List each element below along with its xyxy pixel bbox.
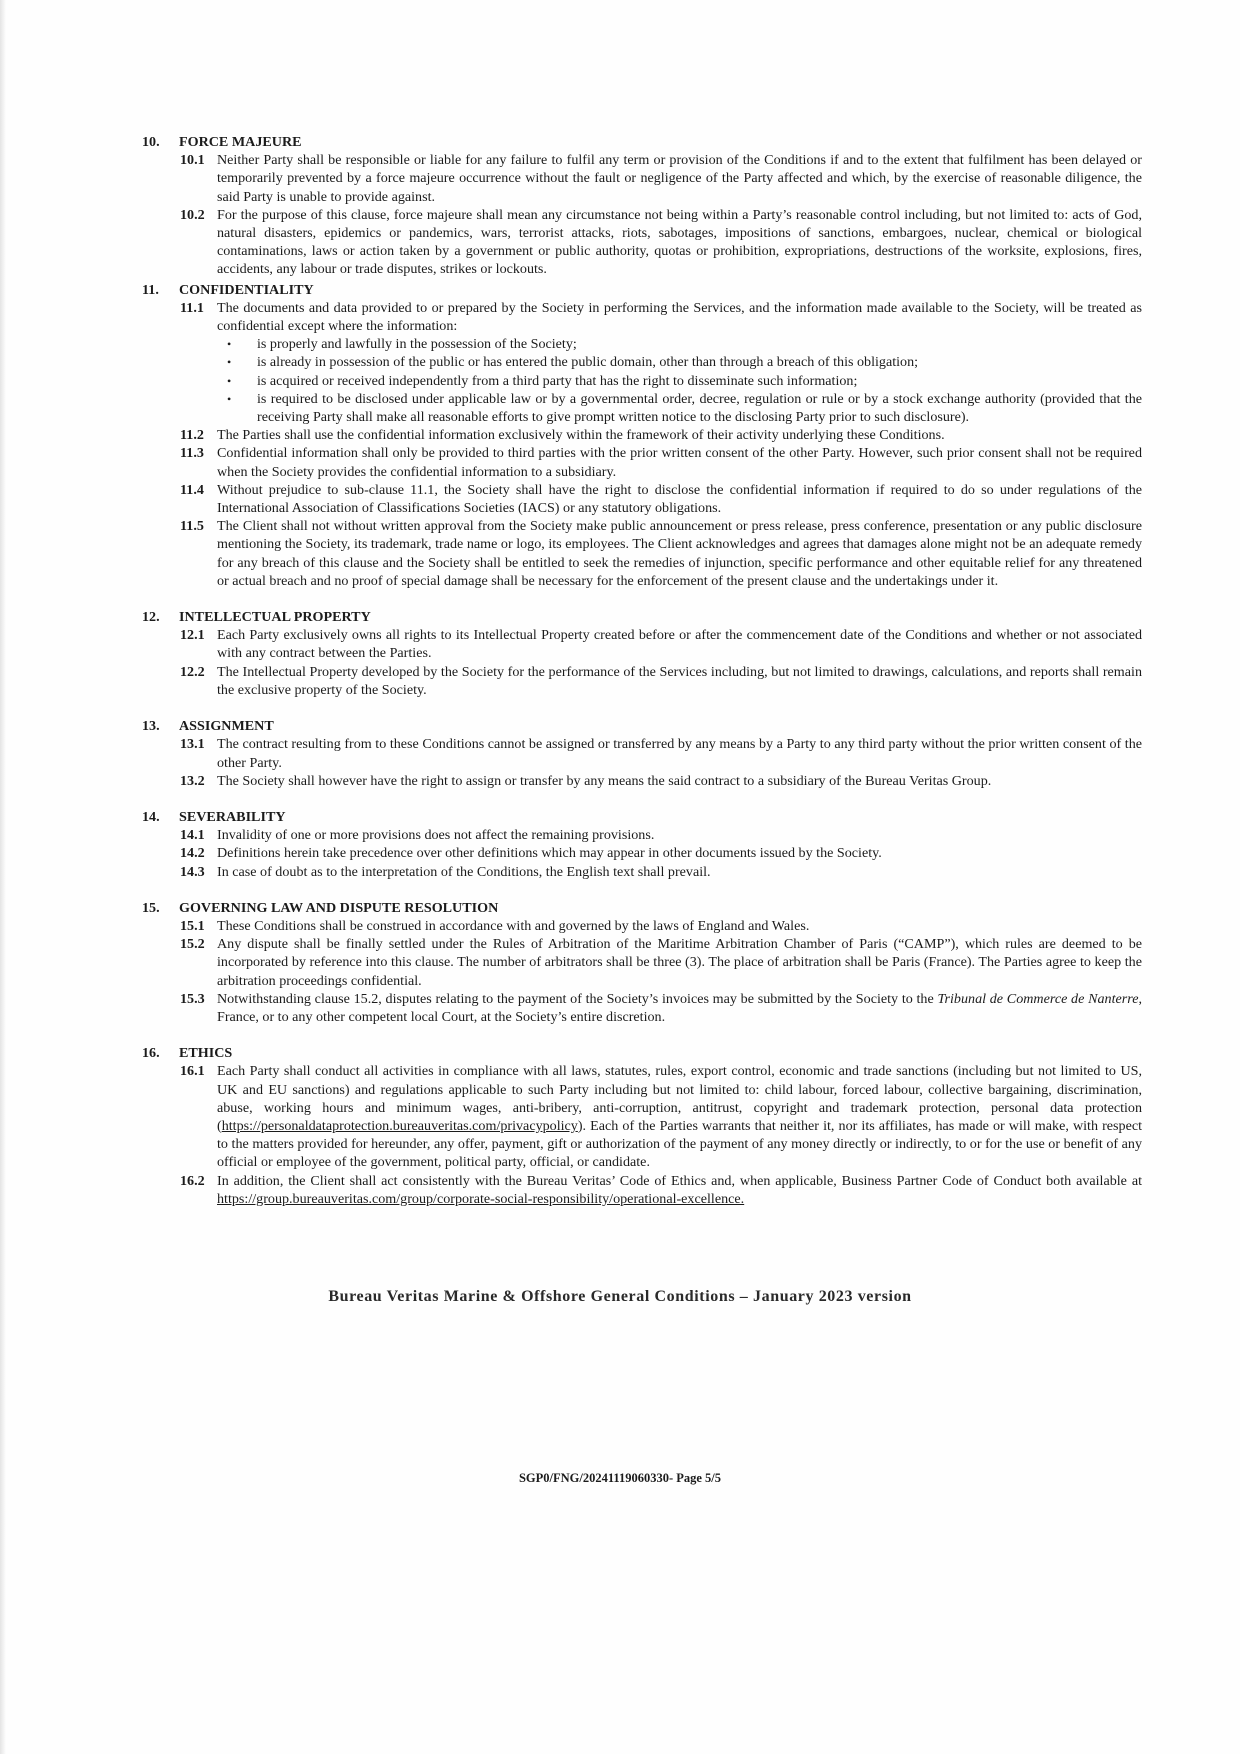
scan-edge-shadow: [0, 0, 6, 1754]
clause-16-2: [142, 1172, 1142, 1208]
clause-number: 13.2: [180, 772, 205, 789]
section-title: FORCE MAJEURE: [179, 134, 302, 150]
clause-11-1: [142, 299, 1142, 426]
section-heading: 16. ETHICS: [142, 1045, 233, 1062]
clause-text: Neither Party shall be responsible or liable for any failure to fulfil any term or provision of the Conditions if and to the extent that fulfilment has been delayed or temporarily prevented by a force majeure occurrence without the fault or negligence of the Party affected and which, by the exercise of reasonable diligence, the said Party is unable to provide against.: [217, 152, 1142, 205]
section-heading: 11. CONFIDENTIALITY: [142, 281, 314, 298]
court-name: Tribunal de Commerce de Nanterre: [937, 990, 1139, 1007]
clause-text: The documents and data provided to or prepared by the Society in performing the Services, and the information made available to the Society, will be treated as confidential except where the information:: [217, 299, 1142, 335]
clause-text: Any dispute shall be finally settled under the Rules of Arbitration of the Maritime Arbitration Chamber of Paris (“CAMP”), which rules are deemed to be incorporated by reference into this clause. The number of arbitrators shall be three (3). The place of arbitration shall be Paris (France). The Parties agree to keep the arbitration proceedings confidential.: [217, 936, 1142, 989]
section-title: GOVERNING LAW AND DISPUTE RESOLUTION: [179, 899, 499, 916]
clause-number: 10.2: [180, 206, 205, 223]
section-ethics: [142, 1044, 1142, 1208]
clause-number: 14.1: [180, 827, 205, 844]
section-title: INTELLECTUAL PROPERTY: [179, 609, 371, 626]
operational-excellence-link[interactable]: https://group.bureauveritas.com/group/corporate-social-responsibility/operational-excellence.: [217, 1190, 745, 1207]
clause-15-2: [142, 935, 1142, 990]
clause-14-3: [142, 863, 1142, 881]
section-confidentiality: [142, 281, 1142, 590]
clause-text: In case of doubt as to the interpretation of the Conditions, the English text shall prevail.: [217, 863, 711, 880]
section-heading: 14. SEVERABILITY: [142, 808, 286, 825]
clause-number: 11.4: [180, 481, 204, 498]
clause-number: 12.2: [180, 663, 205, 680]
clause-number: 11.1: [180, 299, 204, 316]
clause-number: 11.2: [180, 427, 204, 444]
clause-14-2: [142, 844, 1142, 862]
footer-document-title: Bureau Veritas Marine & Offshore General Conditions – January 2023 version: [328, 1288, 912, 1305]
clause-text: Each Party exclusively owns all rights to its Intellectual Property created before or after the commencement date of the Conditions and whether or not associated with any contract between the Parties.: [217, 627, 1142, 662]
section-governing-law: [142, 899, 1142, 1026]
conditions-body: [142, 133, 1142, 1208]
clause-text: These Conditions shall be construed in accordance with and governed by the laws of England and Wales.: [217, 917, 810, 934]
clause-15-3: [142, 990, 1142, 1026]
clause-13-2: [142, 772, 1142, 790]
section-heading: 12. INTELLECTUAL PROPERTY: [142, 609, 371, 626]
list-item: • is acquired or received independently from a third party that has the right to disseminate such information;: [217, 372, 1142, 390]
section-intellectual-property: [142, 608, 1142, 699]
section-title: CONFIDENTIALITY: [179, 281, 314, 298]
clause-text: Notwithstanding clause 15.2, disputes relating to the payment of the Society’s invoices may be submitted by the Society to the: [217, 990, 934, 1007]
clause-11-2: [142, 426, 1142, 444]
list-item: • is already in possession of the public or has entered the public domain, other than through a breach of this obligation;: [217, 353, 1142, 371]
clause-number: 14.3: [180, 863, 205, 880]
clause-text: Invalidity of one or more provisions does not affect the remaining provisions.: [217, 827, 655, 844]
clause-text: The Client shall not without written approval from the Society make public announcement or press release, press conference, presentation or any public disclosure mentioning the Society, its trademark, trade name or logo, its employees. The Client acknowledges and agrees that damages alone might not be an adequate remedy for any breach of this clause and the Society shall be entitled to seek the remedies of injunction, specific performance and other equitable relief for any threatened or actual breach and no proof of special damage shall be necessary for the enforcement of the present clause and the undertakings under it.: [217, 518, 1142, 589]
clause-text: Confidential information shall only be provided to third parties with the prior written consent of the other Party. However, such prior consent shall not be required when the Society provides the confidential information to a subsidiary.: [217, 445, 1142, 480]
clause-text: In addition, the Client shall act consistently with the Bureau Veritas’ Code of Ethics and, when applicable, Business Partner Code of Conduct both available at: [217, 1172, 1142, 1189]
clause-10-1: [142, 151, 1142, 206]
clause-number: 14.2: [180, 845, 205, 862]
clause-text: Without prejudice to sub-clause 11.1, the Society shall have the right to disclose the confidential information if required to do so under regulations of the International Association of Classifications Societies (IACS) or any statutory obligations.: [217, 481, 1142, 517]
section-heading: 13. ASSIGNMENT: [142, 718, 274, 735]
clause-text: The Society shall however have the right to assign or transfer by any means the said contract to a subsidiary of the Bureau Veritas Group.: [217, 772, 992, 789]
clause-number: 15.3: [180, 990, 205, 1007]
clause-number: 16.1: [180, 1063, 205, 1080]
clause-11-5: [142, 517, 1142, 590]
clause-number: 15.1: [180, 917, 205, 934]
clause-text: Each Party shall conduct all activities in compliance with all laws, statutes, rules, export control, economic and trade sanctions (including but not limited to US, UK and EU sanctions) and regulations applicable to such Party including but not limited to: child labour, forced labour, collective bargaining, discrimination, abuse, working hours and minimum wages, anti-bribery, anti-corruption, antitrust, copyright and trademark protection, personal data protection (: [217, 1063, 1142, 1134]
clause-12-1: [142, 626, 1142, 662]
clause-text: The contract resulting from to these Conditions cannot be assigned or transferred by any means by a Party to any third party without the prior written consent of the other Party.: [217, 736, 1142, 771]
clause-11-4: [142, 481, 1142, 517]
clause-text: For the purpose of this clause, force majeure shall mean any circumstance not being within a Party’s reasonable control including, but not limited to: acts of God, natural disasters, epidemics or pandemics, wars, terrorist attacks, riots, sabotages, impositions of sanctions, embargoes, nuclear, chemical or biological contaminations, laws or action taken by a government or public authority, quotas or prohibition, expropriations, destructions of the worksite, explosions, fires, accidents, any labour or trade disputes, strikes or lockouts.: [217, 206, 1142, 278]
clause-number: 15.2: [180, 936, 205, 953]
clause-number: 10.1: [180, 152, 205, 169]
clause-number: 11.3: [180, 445, 204, 462]
section-title: SEVERABILITY: [179, 808, 286, 825]
list-item: • is required to be disclosed under applicable law or by a governmental order, decree, regulation or rule or by a stock exchange authority (provided that the receiving Party shall make all reasonable efforts to give prompt written notice to the disclosing Party prior to such disclosure).: [217, 390, 1142, 426]
clause-text-continued: ). Each of the Parties warrants that neither it, nor its affiliates, has made or will make, with respect to the matters provided for hereunder, any offer, payment, gift or authorization of the payment of any money directly or indirectly, to or for the use or benefit of any official or employee of the government, political party, official, or candidate.: [217, 1117, 1142, 1171]
clause-number: 11.5: [180, 518, 204, 535]
section-heading: 10. FORCE MAJEURE: [142, 134, 302, 150]
clause-10-2: [142, 206, 1142, 279]
clause-text: The Parties shall use the confidential information exclusively within the framework of their activity underlying these Conditions.: [217, 427, 945, 444]
privacy-policy-link[interactable]: https://personaldataprotection.bureauveritas.com/privacypolicy: [221, 1117, 578, 1134]
section-title: ETHICS: [179, 1045, 233, 1062]
clause-text-continued: , France, or to any other competent local Court, at the Society’s entire discretion.: [217, 990, 1142, 1025]
clause-12-2: [142, 663, 1142, 699]
confidentiality-exceptions-list: [217, 335, 1142, 426]
section-title: ASSIGNMENT: [179, 718, 274, 735]
footer-page-reference: SGP0/FNG/20241119060330- Page 5/5: [518, 1471, 722, 1485]
clause-text: Definitions herein take precedence over other definitions which may appear in other documents issued by the Society.: [217, 845, 882, 862]
section-severability: [142, 808, 1142, 881]
section-heading: 15. GOVERNING LAW AND DISPUTE RESOLUTION: [142, 899, 499, 916]
section-force-majeure: [142, 133, 1142, 279]
clause-15-1: [142, 917, 1142, 935]
clause-14-1: [142, 826, 1142, 844]
clause-text: The Intellectual Property developed by the Society for the performance of the Services including, but not limited to drawings, calculations, and reports shall remain the exclusive property of the Society.: [217, 663, 1142, 698]
section-assignment: [142, 717, 1142, 790]
clause-number: 13.1: [180, 736, 205, 753]
clause-number: 12.1: [180, 627, 205, 644]
clause-number: 16.2: [180, 1172, 205, 1189]
list-item: • is properly and lawfully in the possession of the Society;: [217, 335, 1142, 353]
clause-13-1: [142, 735, 1142, 771]
clause-16-1: [142, 1062, 1142, 1171]
clause-11-3: [142, 444, 1142, 480]
